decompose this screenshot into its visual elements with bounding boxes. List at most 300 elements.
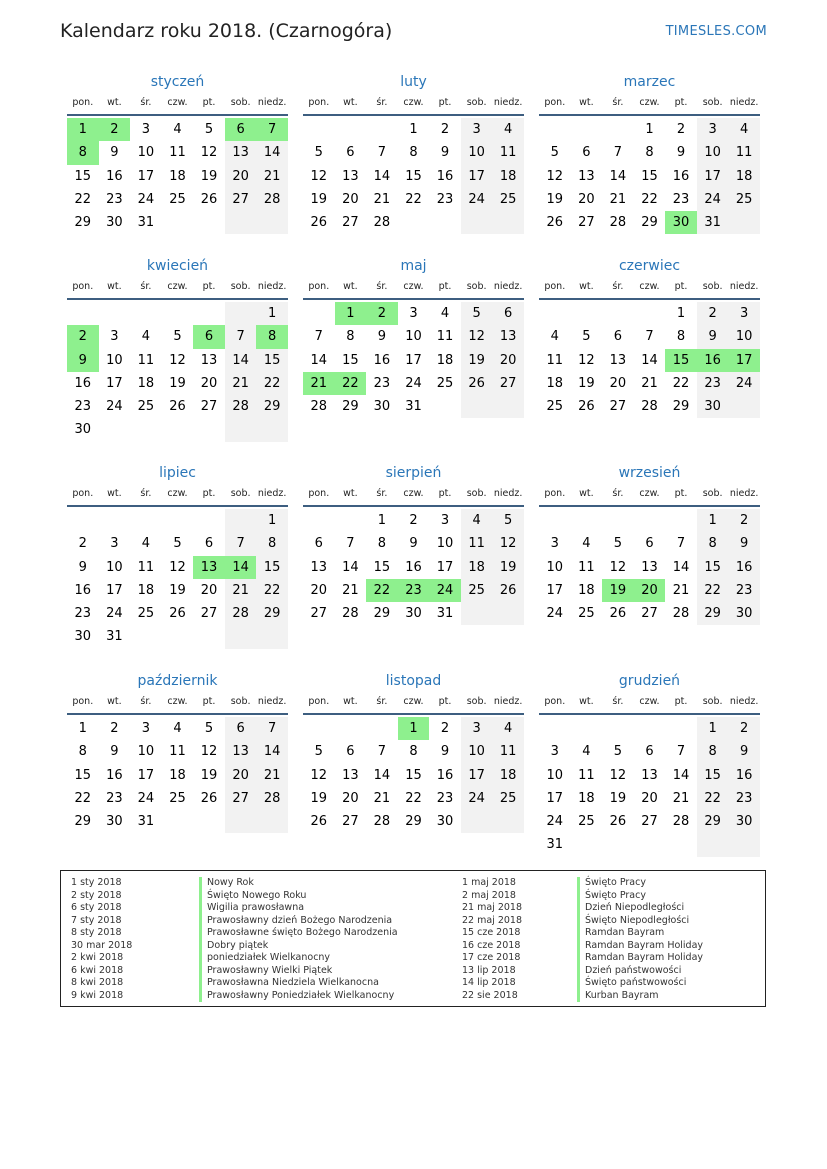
day-cell[interactable]: 27 [609, 399, 627, 415]
day-cell[interactable]: 24 [106, 399, 123, 415]
day-cell[interactable]: 6 [492, 302, 524, 325]
day-cell[interactable]: 11 [492, 740, 524, 763]
day-cell[interactable]: 21 [641, 375, 658, 391]
day-cell[interactable]: 10 [546, 559, 564, 575]
day-cell[interactable]: 28 [310, 399, 328, 415]
day-cell[interactable]: 16 [106, 168, 123, 184]
day-cell[interactable]: 8 [697, 740, 729, 763]
day-cell[interactable]: 6 [346, 145, 355, 161]
day-cell[interactable]: 7 [256, 717, 288, 740]
day-cell[interactable]: 30 [405, 606, 422, 622]
day-cell[interactable]: 21 [373, 790, 391, 806]
day-cell[interactable]: 12 [310, 767, 328, 783]
day-cell[interactable]: 23 [398, 579, 430, 602]
day-cell[interactable]: 27 [225, 787, 257, 810]
day-cell[interactable]: 25 [546, 399, 564, 415]
day-cell[interactable]: 13 [578, 168, 595, 184]
day-cell[interactable]: 25 [137, 606, 155, 622]
day-cell[interactable]: 20 [200, 582, 218, 598]
day-cell[interactable]: 5 [582, 329, 591, 345]
day-cell[interactable]: 28 [342, 606, 359, 622]
day-cell[interactable]: 28 [641, 399, 658, 415]
day-cell[interactable]: 18 [436, 352, 454, 368]
day-cell[interactable]: 28 [672, 606, 690, 622]
day-cell[interactable]: 27 [200, 399, 218, 415]
day-cell[interactable]: 9 [377, 329, 387, 345]
day-cell[interactable]: 11 [436, 329, 454, 345]
day-cell[interactable]: 12 [200, 145, 218, 161]
day-cell[interactable]: 8 [377, 536, 387, 552]
day-cell[interactable]: 13 [492, 325, 524, 348]
day-cell[interactable]: 11 [578, 767, 595, 783]
day-cell[interactable]: 27 [342, 215, 359, 231]
site-link[interactable]: TIMESLES.COM [665, 24, 767, 39]
day-cell[interactable]: 13 [342, 767, 359, 783]
day-cell[interactable]: 4 [141, 329, 151, 345]
day-cell[interactable]: 25 [137, 399, 155, 415]
day-cell[interactable]: 18 [492, 764, 524, 787]
day-cell[interactable]: 23 [728, 787, 760, 810]
day-cell[interactable]: 15 [373, 559, 391, 575]
day-cell[interactable]: 2 [366, 302, 398, 325]
day-cell[interactable]: 31 [697, 211, 729, 234]
day-cell[interactable]: 23 [106, 191, 123, 207]
day-cell[interactable]: 17 [405, 352, 422, 368]
day-cell[interactable]: 6 [645, 536, 654, 552]
day-cell[interactable]: 25 [492, 188, 524, 211]
day-cell[interactable]: 21 [303, 372, 335, 395]
day-cell[interactable]: 14 [672, 559, 690, 575]
day-cell[interactable]: 24 [429, 579, 461, 602]
day-cell[interactable]: 8 [67, 141, 99, 164]
day-cell[interactable]: 27 [578, 215, 595, 231]
day-cell[interactable]: 18 [137, 582, 155, 598]
day-cell[interactable]: 28 [225, 395, 257, 418]
day-cell[interactable]: 26 [609, 814, 627, 830]
day-cell[interactable]: 5 [204, 721, 214, 736]
day-cell[interactable]: 20 [342, 790, 359, 806]
day-cell[interactable]: 4 [141, 536, 151, 552]
day-cell[interactable]: 9 [697, 325, 729, 348]
day-cell[interactable]: 7 [645, 329, 654, 345]
day-cell[interactable]: 7 [225, 325, 257, 348]
day-cell[interactable]: 4 [492, 118, 524, 141]
day-cell[interactable]: 6 [346, 744, 355, 760]
day-cell[interactable]: 17 [546, 582, 564, 598]
day-cell[interactable]: 3 [461, 717, 493, 740]
day-cell[interactable]: 1 [398, 717, 430, 740]
day-cell[interactable]: 22 [405, 790, 422, 806]
day-cell[interactable]: 3 [461, 118, 493, 141]
day-cell[interactable]: 26 [492, 579, 524, 602]
day-cell[interactable]: 21 [672, 790, 690, 806]
day-cell[interactable]: 15 [697, 764, 729, 787]
day-cell[interactable]: 20 [225, 764, 257, 787]
day-cell[interactable]: 30 [74, 422, 92, 438]
day-cell[interactable]: 6 [204, 536, 214, 552]
day-cell[interactable]: 4 [461, 509, 493, 532]
day-cell[interactable]: 4 [440, 306, 450, 321]
day-cell[interactable]: 12 [310, 168, 328, 184]
day-cell[interactable]: 3 [141, 721, 151, 736]
day-cell[interactable]: 14 [310, 352, 328, 368]
day-cell[interactable]: 16 [728, 556, 760, 579]
day-cell[interactable]: 30 [106, 814, 123, 830]
day-cell[interactable]: 11 [578, 559, 595, 575]
day-cell[interactable]: 6 [582, 145, 591, 161]
day-cell[interactable]: 19 [546, 191, 564, 207]
day-cell[interactable]: 2 [67, 325, 99, 348]
day-cell[interactable]: 11 [461, 532, 493, 555]
day-cell[interactable]: 21 [225, 372, 257, 395]
day-cell[interactable]: 2 [78, 536, 87, 552]
day-cell[interactable]: 2 [110, 721, 119, 736]
day-cell[interactable]: 7 [676, 744, 686, 760]
day-cell[interactable]: 14 [256, 141, 288, 164]
day-cell[interactable]: 11 [728, 141, 760, 164]
day-cell[interactable]: 21 [256, 165, 288, 188]
day-cell[interactable]: 1 [377, 513, 387, 528]
day-cell[interactable]: 30 [728, 602, 760, 625]
day-cell[interactable]: 8 [78, 744, 87, 760]
day-cell[interactable]: 13 [641, 767, 658, 783]
day-cell[interactable]: 10 [137, 744, 155, 760]
day-cell[interactable]: 6 [613, 329, 623, 345]
day-cell[interactable]: 24 [697, 188, 729, 211]
day-cell[interactable]: 21 [342, 582, 359, 598]
day-cell[interactable]: 10 [405, 329, 422, 345]
day-cell[interactable]: 1 [697, 509, 729, 532]
day-cell[interactable]: 20 [200, 375, 218, 391]
day-cell[interactable]: 2 [728, 509, 760, 532]
day-cell[interactable]: 10 [106, 559, 123, 575]
day-cell[interactable]: 10 [461, 141, 493, 164]
day-cell[interactable]: 21 [672, 582, 690, 598]
day-cell[interactable]: 23 [373, 375, 391, 391]
day-cell[interactable]: 5 [204, 122, 214, 137]
day-cell[interactable]: 29 [405, 814, 422, 830]
day-cell[interactable]: 8 [256, 325, 288, 348]
day-cell[interactable]: 17 [106, 375, 123, 391]
day-cell[interactable]: 22 [697, 579, 729, 602]
day-cell[interactable]: 12 [609, 559, 627, 575]
day-cell[interactable]: 7 [377, 145, 387, 161]
day-cell[interactable]: 25 [492, 787, 524, 810]
day-cell[interactable]: 2 [440, 721, 450, 736]
day-cell[interactable]: 30 [665, 211, 697, 234]
day-cell[interactable]: 26 [310, 814, 328, 830]
day-cell[interactable]: 19 [169, 582, 186, 598]
day-cell[interactable]: 20 [342, 191, 359, 207]
day-cell[interactable]: 4 [728, 118, 760, 141]
day-cell[interactable]: 24 [106, 606, 123, 622]
day-cell[interactable]: 4 [173, 122, 182, 137]
day-cell[interactable]: 4 [582, 536, 591, 552]
day-cell[interactable]: 20 [310, 582, 328, 598]
day-cell[interactable]: 20 [225, 165, 257, 188]
day-cell[interactable]: 22 [405, 191, 422, 207]
day-cell[interactable]: 5 [461, 302, 493, 325]
day-cell[interactable]: 10 [137, 145, 155, 161]
day-cell[interactable]: 10 [436, 536, 454, 552]
day-cell[interactable]: 30 [106, 215, 123, 231]
day-cell[interactable]: 14 [256, 740, 288, 763]
day-cell[interactable]: 24 [137, 191, 155, 207]
day-cell[interactable]: 19 [310, 191, 328, 207]
day-cell[interactable]: 16 [74, 375, 92, 391]
day-cell[interactable]: 9 [409, 536, 418, 552]
day-cell[interactable]: 10 [697, 141, 729, 164]
day-cell[interactable]: 14 [609, 168, 627, 184]
day-cell[interactable]: 7 [346, 536, 355, 552]
day-cell[interactable]: 16 [697, 349, 729, 372]
day-cell[interactable]: 14 [342, 559, 359, 575]
day-cell[interactable]: 4 [550, 329, 559, 345]
day-cell[interactable]: 12 [169, 352, 186, 368]
day-cell[interactable]: 10 [461, 740, 493, 763]
day-cell[interactable]: 22 [74, 191, 92, 207]
day-cell[interactable]: 31 [405, 399, 422, 415]
day-cell[interactable]: 12 [492, 532, 524, 555]
day-cell[interactable]: 26 [310, 215, 328, 231]
day-cell[interactable]: 5 [613, 744, 623, 760]
day-cell[interactable]: 7 [676, 536, 686, 552]
day-cell[interactable]: 30 [436, 814, 454, 830]
day-cell[interactable]: 13 [200, 352, 218, 368]
day-cell[interactable]: 10 [106, 352, 123, 368]
day-cell[interactable]: 11 [137, 352, 155, 368]
day-cell[interactable]: 12 [609, 767, 627, 783]
day-cell[interactable]: 8 [676, 329, 686, 345]
day-cell[interactable]: 22 [256, 579, 288, 602]
day-cell[interactable]: 7 [225, 532, 257, 555]
day-cell[interactable]: 2 [409, 513, 418, 528]
day-cell[interactable]: 1 [78, 721, 87, 736]
day-cell[interactable]: 11 [137, 559, 155, 575]
day-cell[interactable]: 31 [546, 837, 564, 853]
day-cell[interactable]: 19 [310, 790, 328, 806]
day-cell[interactable]: 27 [492, 372, 524, 395]
day-cell[interactable]: 15 [74, 767, 92, 783]
day-cell[interactable]: 27 [310, 606, 328, 622]
day-cell[interactable]: 18 [169, 767, 186, 783]
day-cell[interactable]: 29 [373, 606, 391, 622]
day-cell[interactable]: 12 [200, 744, 218, 760]
day-cell[interactable]: 25 [436, 375, 454, 391]
day-cell[interactable]: 9 [440, 744, 450, 760]
day-cell[interactable]: 18 [137, 375, 155, 391]
day-cell[interactable]: 1 [67, 118, 99, 141]
day-cell[interactable]: 9 [78, 559, 87, 575]
day-cell[interactable]: 9 [110, 744, 119, 760]
day-cell[interactable]: 18 [492, 165, 524, 188]
day-cell[interactable]: 26 [169, 399, 186, 415]
day-cell[interactable]: 16 [106, 767, 123, 783]
day-cell[interactable]: 23 [728, 579, 760, 602]
day-cell[interactable]: 5 [314, 744, 323, 760]
day-cell[interactable]: 3 [550, 744, 559, 760]
day-cell[interactable]: 26 [609, 606, 627, 622]
day-cell[interactable]: 22 [697, 787, 729, 810]
day-cell[interactable]: 2 [728, 717, 760, 740]
day-cell[interactable]: 18 [578, 790, 595, 806]
day-cell[interactable]: 23 [436, 790, 454, 806]
day-cell[interactable]: 17 [461, 764, 493, 787]
day-cell[interactable]: 16 [405, 559, 422, 575]
day-cell[interactable]: 1 [697, 717, 729, 740]
day-cell[interactable]: 1 [256, 509, 288, 532]
day-cell[interactable]: 1 [409, 122, 418, 137]
day-cell[interactable]: 17 [137, 168, 155, 184]
day-cell[interactable]: 20 [492, 349, 524, 372]
day-cell[interactable]: 9 [67, 349, 99, 372]
day-cell[interactable]: 6 [193, 325, 225, 348]
day-cell[interactable]: 16 [74, 582, 92, 598]
day-cell[interactable]: 12 [461, 325, 493, 348]
day-cell[interactable]: 24 [546, 606, 564, 622]
day-cell[interactable]: 29 [342, 399, 359, 415]
day-cell[interactable]: 1 [645, 122, 654, 137]
day-cell[interactable]: 14 [373, 168, 391, 184]
day-cell[interactable]: 12 [578, 352, 595, 368]
day-cell[interactable]: 23 [74, 399, 92, 415]
day-cell[interactable]: 20 [609, 375, 627, 391]
day-cell[interactable]: 22 [256, 372, 288, 395]
day-cell[interactable]: 16 [728, 764, 760, 787]
day-cell[interactable]: 26 [200, 790, 218, 806]
day-cell[interactable]: 31 [436, 606, 454, 622]
day-cell[interactable]: 11 [492, 141, 524, 164]
day-cell[interactable]: 5 [492, 509, 524, 532]
day-cell[interactable]: 27 [641, 606, 658, 622]
day-cell[interactable]: 5 [550, 145, 559, 161]
day-cell[interactable]: 24 [461, 787, 493, 810]
day-cell[interactable]: 28 [256, 787, 288, 810]
day-cell[interactable]: 23 [106, 790, 123, 806]
day-cell[interactable]: 2 [676, 122, 686, 137]
day-cell[interactable]: 2 [99, 118, 131, 141]
day-cell[interactable]: 19 [609, 790, 627, 806]
day-cell[interactable]: 8 [256, 532, 288, 555]
day-cell[interactable]: 17 [436, 559, 454, 575]
day-cell[interactable]: 29 [672, 399, 690, 415]
day-cell[interactable]: 18 [461, 556, 493, 579]
day-cell[interactable]: 29 [641, 215, 658, 231]
day-cell[interactable]: 5 [173, 329, 182, 345]
day-cell[interactable]: 10 [546, 767, 564, 783]
day-cell[interactable]: 3 [110, 329, 119, 345]
day-cell[interactable]: 19 [602, 579, 634, 602]
day-cell[interactable]: 18 [578, 582, 595, 598]
day-cell[interactable]: 21 [373, 191, 391, 207]
day-cell[interactable]: 13 [310, 559, 328, 575]
day-cell[interactable]: 29 [697, 810, 729, 833]
day-cell[interactable]: 5 [314, 145, 323, 161]
day-cell[interactable]: 23 [74, 606, 92, 622]
day-cell[interactable]: 13 [342, 168, 359, 184]
day-cell[interactable]: 9 [728, 532, 760, 555]
day-cell[interactable]: 15 [405, 767, 422, 783]
day-cell[interactable]: 24 [137, 790, 155, 806]
day-cell[interactable]: 17 [137, 767, 155, 783]
day-cell[interactable]: 6 [645, 744, 654, 760]
day-cell[interactable]: 27 [225, 188, 257, 211]
day-cell[interactable]: 11 [546, 352, 564, 368]
day-cell[interactable]: 4 [582, 744, 591, 760]
day-cell[interactable]: 15 [342, 352, 359, 368]
day-cell[interactable]: 25 [461, 579, 493, 602]
day-cell[interactable]: 20 [634, 579, 666, 602]
day-cell[interactable]: 31 [137, 215, 155, 231]
day-cell[interactable]: 26 [546, 215, 564, 231]
day-cell[interactable]: 6 [225, 118, 257, 141]
day-cell[interactable]: 29 [74, 814, 92, 830]
day-cell[interactable]: 23 [697, 372, 729, 395]
day-cell[interactable]: 23 [672, 191, 690, 207]
day-cell[interactable]: 15 [665, 349, 697, 372]
day-cell[interactable]: 17 [546, 790, 564, 806]
day-cell[interactable]: 14 [373, 767, 391, 783]
day-cell[interactable]: 9 [676, 145, 686, 161]
day-cell[interactable]: 16 [672, 168, 690, 184]
day-cell[interactable]: 28 [373, 215, 391, 231]
day-cell[interactable]: 29 [74, 215, 92, 231]
day-cell[interactable]: 4 [492, 717, 524, 740]
day-cell[interactable]: 8 [409, 145, 418, 161]
day-cell[interactable]: 27 [200, 606, 218, 622]
day-cell[interactable]: 14 [225, 349, 257, 372]
day-cell[interactable]: 30 [728, 810, 760, 833]
day-cell[interactable]: 28 [672, 814, 690, 830]
day-cell[interactable]: 26 [461, 372, 493, 395]
day-cell[interactable]: 16 [436, 767, 454, 783]
day-cell[interactable]: 3 [728, 302, 760, 325]
day-cell[interactable]: 29 [256, 602, 288, 625]
day-cell[interactable]: 17 [697, 165, 729, 188]
day-cell[interactable]: 24 [546, 814, 564, 830]
day-cell[interactable]: 24 [405, 375, 422, 391]
day-cell[interactable]: 8 [645, 145, 654, 161]
day-cell[interactable]: 17 [461, 165, 493, 188]
day-cell[interactable]: 8 [409, 744, 418, 760]
day-cell[interactable]: 16 [373, 352, 391, 368]
day-cell[interactable]: 29 [256, 395, 288, 418]
day-cell[interactable]: 19 [200, 767, 218, 783]
day-cell[interactable]: 15 [256, 349, 288, 372]
day-cell[interactable]: 3 [141, 122, 151, 137]
day-cell[interactable]: 13 [225, 141, 257, 164]
day-cell[interactable]: 30 [373, 399, 391, 415]
day-cell[interactable]: 11 [169, 145, 186, 161]
day-cell[interactable]: 25 [578, 814, 595, 830]
day-cell[interactable]: 7 [314, 329, 323, 345]
day-cell[interactable]: 9 [728, 740, 760, 763]
day-cell[interactable]: 24 [461, 188, 493, 211]
day-cell[interactable]: 13 [225, 740, 257, 763]
day-cell[interactable]: 13 [193, 556, 225, 579]
day-cell[interactable]: 13 [609, 352, 627, 368]
day-cell[interactable]: 21 [609, 191, 627, 207]
day-cell[interactable]: 9 [110, 145, 119, 161]
day-cell[interactable]: 30 [697, 395, 729, 418]
day-cell[interactable]: 13 [641, 559, 658, 575]
day-cell[interactable]: 22 [74, 790, 92, 806]
day-cell[interactable]: 8 [346, 329, 355, 345]
day-cell[interactable]: 15 [256, 556, 288, 579]
day-cell[interactable]: 27 [342, 814, 359, 830]
day-cell[interactable]: 3 [110, 536, 119, 552]
day-cell[interactable]: 1 [335, 302, 367, 325]
